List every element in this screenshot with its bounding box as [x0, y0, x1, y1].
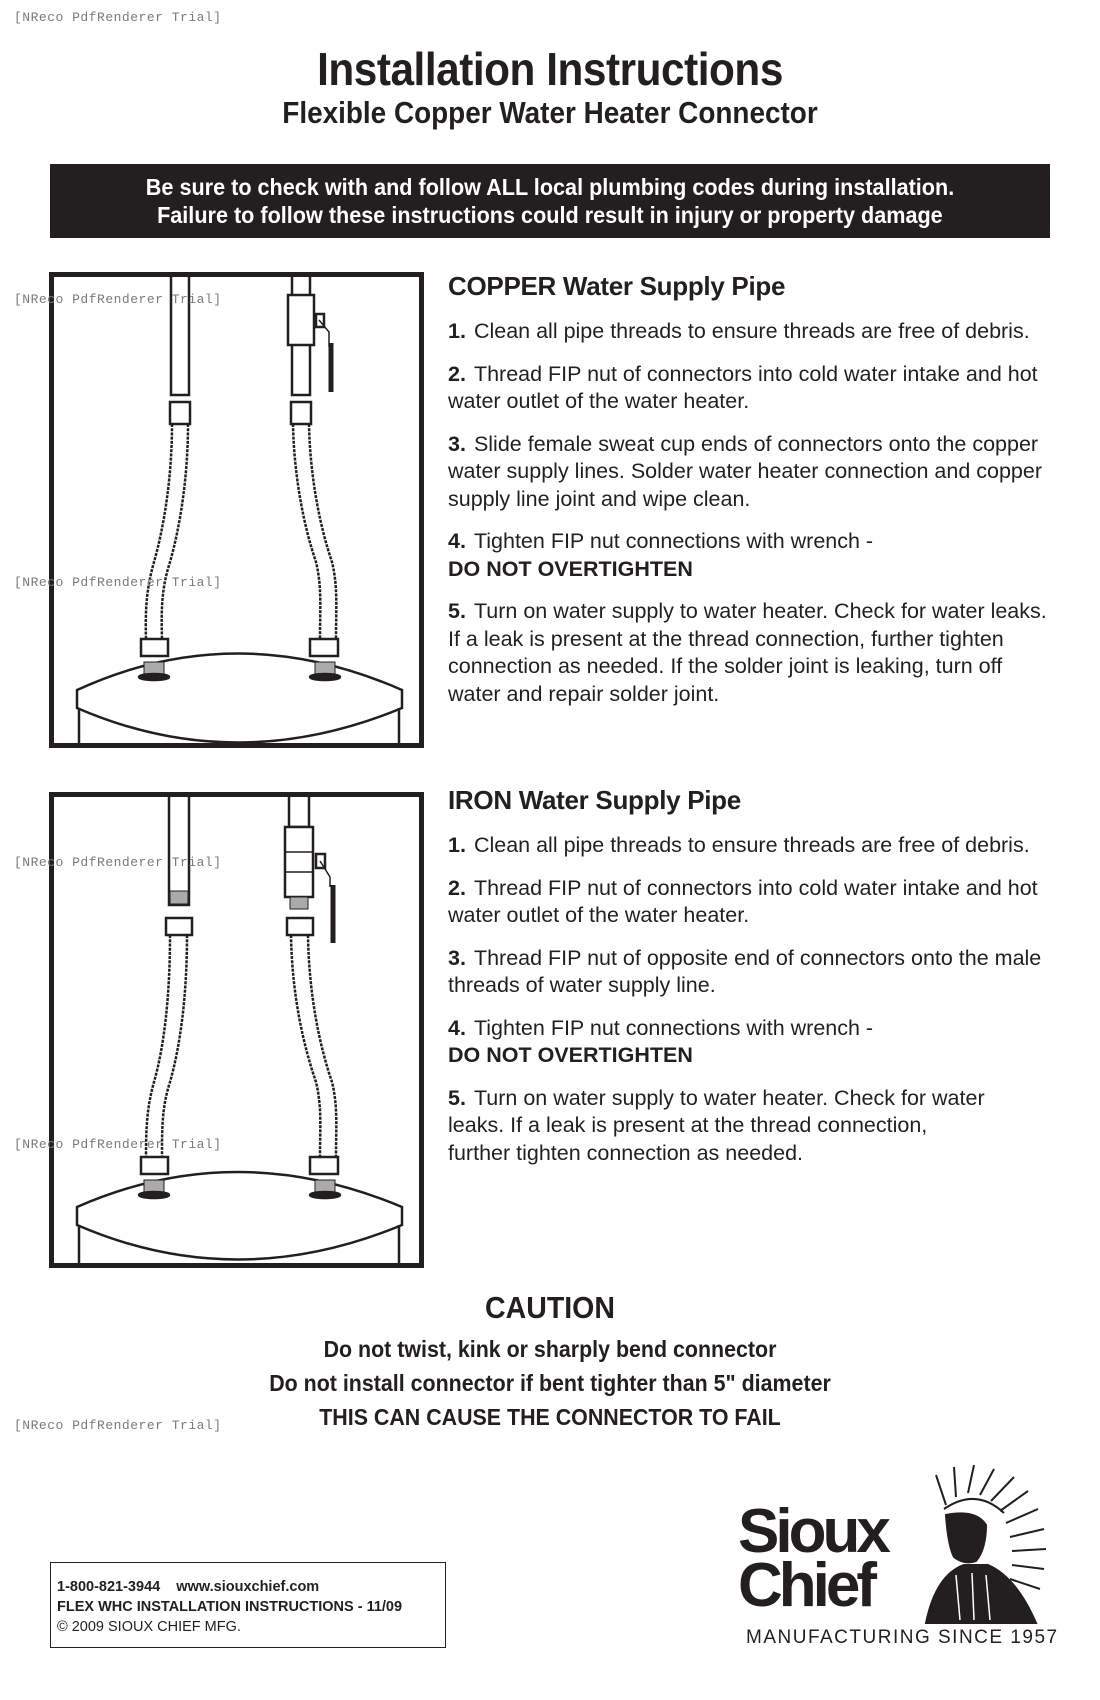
iron-step-2: 2. Thread FIP nut of connectors into cold water intake and hot water outlet of the water heater.: [448, 875, 1038, 927]
caution-line-2: Do not install connector if bent tighter than 5" diameter: [269, 1370, 831, 1396]
copper-section: [448, 271, 1058, 723]
copper-section-heading: COPPER Water Supply Pipe: [448, 271, 786, 301]
caution-line-1: Do not twist, kink or sharply bend connector: [323, 1336, 777, 1362]
copper-installation-diagram: [49, 272, 424, 748]
logo-word-sioux: Sioux: [738, 1497, 887, 1566]
iron-step-3: 3. Thread FIP nut of opposite end of connectors onto the male threads of water supply line.: [448, 945, 1042, 997]
iron-section-heading: IRON Water Supply Pipe: [448, 785, 741, 815]
logo-tagline: MANUFACTURING SINCE 1957: [746, 1627, 1059, 1648]
page-title: Installation Instructions: [317, 43, 783, 95]
copper-step-3: 3. Slide female sweat cup ends of connectors onto the copper water supply lines. Solder water heater connection and copper supply line joint and wipe clean.: [448, 431, 1042, 511]
copper-connector-illustration: [54, 277, 419, 743]
caution-line-3: THIS CAN CAUSE THE CONNECTOR TO FAIL: [319, 1404, 781, 1430]
copper-step-1: 1. Clean all pipe threads to ensure threads are free of debris.: [448, 319, 1030, 343]
watermark: [NReco PdfRenderer Trial]: [14, 10, 222, 25]
document-id: FLEX WHC INSTALLATION INSTRUCTIONS - 11/09: [57, 1599, 403, 1615]
copper-step-4: 4. Tighten FIP nut connections with wrench - DO NOT OVERTIGHTEN: [448, 528, 1058, 583]
footer-info-box: [50, 1562, 446, 1648]
watermark: [NReco PdfRenderer Trial]: [14, 292, 222, 307]
iron-step-1: 1. Clean all pipe threads to ensure threads are free of debris.: [448, 833, 1030, 857]
logo-word-chief: Chief: [738, 1551, 873, 1620]
contact-info: 1-800-821-3944 www.siouxchief.com: [57, 1579, 320, 1595]
chief-headdress-icon: [916, 1465, 1051, 1625]
iron-step-4: 4. Tighten FIP nut connections with wrench - DO NOT OVERTIGHTEN: [448, 1015, 1058, 1070]
page-subtitle: Flexible Copper Water Heater Connector: [282, 95, 818, 130]
watermark: [NReco PdfRenderer Trial]: [14, 575, 222, 590]
warning-banner: [50, 164, 1050, 238]
caution-title: CAUTION: [485, 1290, 615, 1325]
copper-step-5: 5. Turn on water supply to water heater. Check for water leaks. If a leak is present at the thread connection, further tighten connection as needed. If the solder joint is leaking, turn off water and repair solder joint.: [448, 599, 1047, 706]
warning-line-1: Be sure to check with and follow ALL local plumbing codes during installation.: [145, 174, 955, 200]
copper-step-2: 2. Thread FIP nut of connectors into cold water intake and hot water outlet of the water heater.: [448, 361, 1038, 413]
overtighten-warning: DO NOT OVERTIGHTEN: [448, 1043, 693, 1067]
overtighten-warning: DO NOT OVERTIGHTEN: [448, 556, 693, 581]
iron-section: [448, 785, 1058, 1182]
iron-step-5: 5. Turn on water supply to water heater. Check for water leaks. If a leak is present at the thread connection, further tighten connection as needed.: [448, 1085, 985, 1165]
sioux-chief-logo: [738, 1465, 1058, 1655]
watermark: [NReco PdfRenderer Trial]: [14, 855, 222, 870]
watermark: [NReco PdfRenderer Trial]: [14, 1137, 222, 1152]
copyright: © 2009 SIOUX CHIEF MFG.: [57, 1619, 241, 1635]
warning-line-2: Failure to follow these instructions could result in injury or property damage: [157, 202, 943, 228]
caution-block: [0, 1290, 1100, 1434]
watermark: [NReco PdfRenderer Trial]: [14, 1418, 222, 1433]
